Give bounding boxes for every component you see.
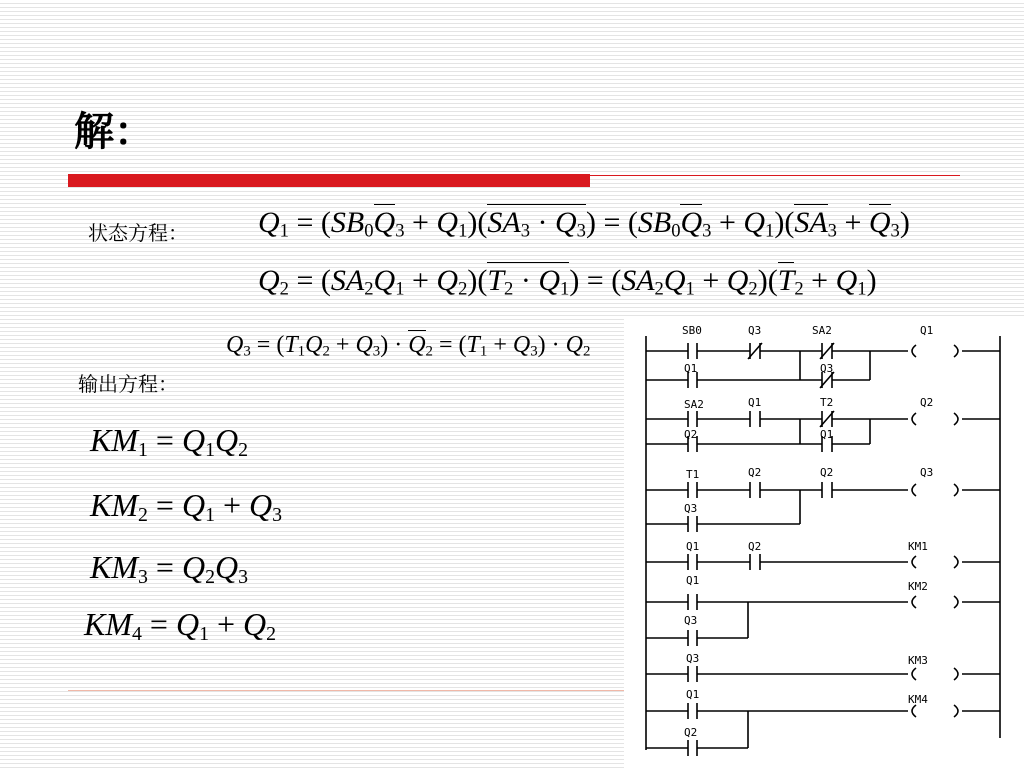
coil-label-km3: KM3	[908, 654, 928, 667]
contact-label-q3: Q3	[748, 324, 762, 337]
rung-3	[646, 482, 1000, 532]
coil-label-q2: Q2	[920, 396, 934, 409]
slide-heading: 解：	[74, 109, 154, 155]
coil-label-km1: KM1	[908, 540, 928, 553]
state-equation-label: 状态方程：	[88, 221, 188, 245]
coil-label-q1: Q1	[920, 324, 934, 337]
state-equation-q2: $Q_2 = (SA_2Q_1 + Q_2)(T_2 \cdot Q_1) = (SA_2Q_1 + Q_2)(T_2 + Q_1)$	[258, 264, 877, 300]
footer-rule	[68, 690, 624, 691]
contact-label-sa2-r2: SA2	[684, 398, 704, 411]
output-equation-km1: $KM_1 = Q_1Q_2$	[90, 422, 249, 461]
contact-label-q1-r5: Q1	[686, 574, 700, 587]
output-equation-km3: $KM_3 = Q_2Q_3$	[90, 549, 249, 588]
contact-label-sa2: SA2	[812, 324, 832, 337]
coil-label-km4: KM4	[908, 693, 928, 706]
rung-6	[646, 666, 1000, 682]
coil-label-km2: KM2	[908, 580, 928, 593]
title-rule-thick	[68, 174, 590, 187]
branch-label-q2-r7: Q2	[684, 726, 698, 739]
output-equation-label: 输出方程：	[78, 372, 178, 396]
output-equation-km4: $KM_4 = Q_1 + Q_2$	[84, 606, 277, 645]
contact-label-q3-r6: Q3	[686, 652, 700, 665]
ladder-diagram	[624, 318, 1024, 768]
contact-label-q1-r4: Q1	[686, 540, 700, 553]
contact-label-q1-r2: Q1	[748, 396, 762, 409]
branch-label-q3: Q3	[820, 362, 834, 375]
contact-label-q2-r3b: Q2	[820, 466, 834, 479]
branch-label-q1: Q1	[684, 362, 698, 375]
rung-5	[646, 594, 1000, 646]
branch-label-q2: Q2	[684, 428, 698, 441]
state-equation-q3: $Q_3 = (T_1Q_2 + Q_3) \cdot Q_2 = (T_1 + Q_3) \cdot Q_2$	[226, 332, 591, 360]
contact-label-q2-r4: Q2	[748, 540, 762, 553]
state-equation-q1: $Q_1 = (SB_0Q_3 + Q_1)(SA_3 \cdot Q_3) = (SB_0Q_3 + Q_1)(SA_3 + Q_3)$	[258, 206, 910, 242]
rung-7	[646, 703, 1000, 756]
branch-label-q1-r2: Q1	[820, 428, 834, 441]
contact-label-sb0: SB0	[682, 324, 702, 337]
contact-label-q1-r7: Q1	[686, 688, 700, 701]
contact-label-t1: T1	[686, 468, 700, 481]
contact-label-q2-r3a: Q2	[748, 466, 762, 479]
coil-label-q3: Q3	[920, 466, 934, 479]
output-equation-km2: $KM_2 = Q_1 + Q_3$	[90, 487, 283, 526]
contact-label-t2: T2	[820, 396, 834, 409]
branch-label-q3-r3: Q3	[684, 502, 698, 515]
branch-label-q3-r5: Q3	[684, 614, 698, 627]
rung-4	[646, 554, 1000, 570]
title-rule-thin	[590, 175, 960, 176]
